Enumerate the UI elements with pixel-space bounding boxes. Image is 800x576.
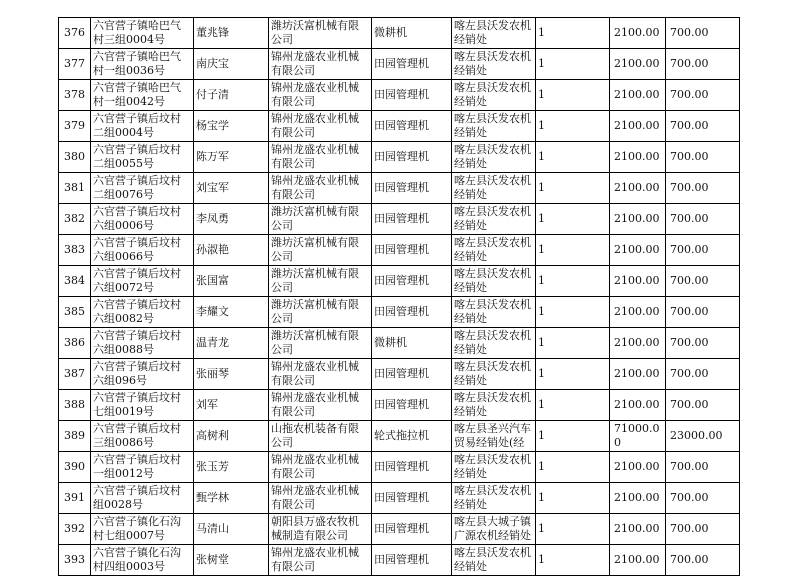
machine-type-cell: 田园管理机 [372, 390, 452, 421]
manufacturer-cell: 锦州龙盛农业机械有限公司 [269, 545, 372, 576]
dealer-cell: 喀左县沃发农机经销处 [452, 266, 536, 297]
subsidy-cell: 700.00 [666, 514, 740, 545]
row-number: 378 [59, 80, 91, 111]
table-row [59, 49, 740, 80]
table-row [59, 390, 740, 421]
address-cell: 六官营子镇后坟村六组0066号 [91, 235, 194, 266]
table-row [59, 80, 740, 111]
name-cell: 李凤勇 [194, 204, 269, 235]
quantity-cell: 1 [536, 173, 610, 204]
address-cell: 六官营子镇哈巴气村一组0042号 [91, 80, 194, 111]
subsidy-cell: 700.00 [666, 173, 740, 204]
row-number: 383 [59, 235, 91, 266]
table-row [59, 173, 740, 204]
table-row [59, 235, 740, 266]
quantity-cell: 1 [536, 359, 610, 390]
machine-type-cell: 田园管理机 [372, 483, 452, 514]
address-cell: 六官营子镇后坟村六组0088号 [91, 328, 194, 359]
machine-type-cell: 田园管理机 [372, 297, 452, 328]
row-number: 380 [59, 142, 91, 173]
price-cell: 2100.00 [610, 545, 666, 576]
dealer-cell: 喀左县沃发农机经销处 [452, 142, 536, 173]
dealer-cell: 喀左县沃发农机经销处 [452, 328, 536, 359]
address-cell: 六官营子镇化石沟村四组0003号 [91, 545, 194, 576]
dealer-cell: 喀左县沃发农机经销处 [452, 452, 536, 483]
row-number: 389 [59, 421, 91, 452]
address-cell: 六官营子镇哈巴气村一组0036号 [91, 49, 194, 80]
row-number: 393 [59, 545, 91, 576]
dealer-cell: 喀左县沃发农机经销处 [452, 390, 536, 421]
price-cell: 2100.00 [610, 235, 666, 266]
manufacturer-cell: 潍坊沃富机械有限公司 [269, 328, 372, 359]
address-cell: 六官营子镇后坟村组0028号 [91, 483, 194, 514]
subsidy-cell: 23000.00 [666, 421, 740, 452]
table-row [59, 297, 740, 328]
manufacturer-cell: 锦州龙盛农业机械有限公司 [269, 49, 372, 80]
dealer-cell: 喀左县沃发农机经销处 [452, 173, 536, 204]
dealer-cell: 喀左县沃发农机经销处 [452, 18, 536, 49]
name-cell: 马清山 [194, 514, 269, 545]
price-cell: 2100.00 [610, 483, 666, 514]
subsidy-cell: 700.00 [666, 452, 740, 483]
price-cell: 2100.00 [610, 514, 666, 545]
subsidy-cell: 700.00 [666, 18, 740, 49]
machine-type-cell: 田园管理机 [372, 80, 452, 111]
manufacturer-cell: 锦州龙盛农业机械有限公司 [269, 452, 372, 483]
subsidy-cell: 700.00 [666, 483, 740, 514]
name-cell: 付子清 [194, 80, 269, 111]
address-cell: 六官营子镇哈巴气村三组0004号 [91, 18, 194, 49]
quantity-cell: 1 [536, 545, 610, 576]
price-cell: 2100.00 [610, 452, 666, 483]
manufacturer-cell: 山拖农机装备有限公司 [269, 421, 372, 452]
price-cell: 2100.00 [610, 111, 666, 142]
machine-type-cell: 田园管理机 [372, 452, 452, 483]
table-row [59, 452, 740, 483]
manufacturer-cell: 锦州龙盛农业机械有限公司 [269, 173, 372, 204]
row-number: 377 [59, 49, 91, 80]
address-cell: 六官营子镇后坟村三组0086号 [91, 421, 194, 452]
name-cell: 张玉芳 [194, 452, 269, 483]
manufacturer-cell: 潍坊沃富机械有限公司 [269, 204, 372, 235]
manufacturer-cell: 朝阳县万盛农牧机械制造有限公司 [269, 514, 372, 545]
name-cell: 甄学林 [194, 483, 269, 514]
quantity-cell: 1 [536, 80, 610, 111]
table-row [59, 545, 740, 576]
machine-type-cell: 田园管理机 [372, 204, 452, 235]
machine-type-cell: 田园管理机 [372, 173, 452, 204]
table-body [59, 18, 740, 576]
quantity-cell: 1 [536, 111, 610, 142]
row-number: 386 [59, 328, 91, 359]
subsidy-cell: 700.00 [666, 359, 740, 390]
subsidy-cell: 700.00 [666, 328, 740, 359]
quantity-cell: 1 [536, 328, 610, 359]
quantity-cell: 1 [536, 297, 610, 328]
table-row [59, 18, 740, 49]
name-cell: 刘宝军 [194, 173, 269, 204]
table-row [59, 266, 740, 297]
address-cell: 六官营子镇后坟村六组0006号 [91, 204, 194, 235]
row-number: 391 [59, 483, 91, 514]
dealer-cell: 喀左县沃发农机经销处 [452, 80, 536, 111]
address-cell: 六官营子镇后坟村二组0004号 [91, 111, 194, 142]
manufacturer-cell: 潍坊沃富机械有限公司 [269, 297, 372, 328]
table-row [59, 111, 740, 142]
name-cell: 陈万军 [194, 142, 269, 173]
name-cell: 孙淑艳 [194, 235, 269, 266]
name-cell: 杨宝学 [194, 111, 269, 142]
manufacturer-cell: 锦州龙盛农业机械有限公司 [269, 390, 372, 421]
price-cell: 2100.00 [610, 173, 666, 204]
machine-type-cell: 轮式拖拉机 [372, 421, 452, 452]
price-cell: 2100.00 [610, 297, 666, 328]
address-cell: 六官营子镇后坟村七组0019号 [91, 390, 194, 421]
row-number: 385 [59, 297, 91, 328]
dealer-cell: 喀左县沃发农机经销处 [452, 204, 536, 235]
name-cell: 刘军 [194, 390, 269, 421]
name-cell: 李耀文 [194, 297, 269, 328]
price-cell: 71000.00 [610, 421, 666, 452]
quantity-cell: 1 [536, 421, 610, 452]
subsidy-cell: 700.00 [666, 297, 740, 328]
subsidy-cell: 700.00 [666, 142, 740, 173]
machine-type-cell: 田园管理机 [372, 359, 452, 390]
name-cell: 高树利 [194, 421, 269, 452]
price-cell: 2100.00 [610, 49, 666, 80]
name-cell: 张丽琴 [194, 359, 269, 390]
row-number: 392 [59, 514, 91, 545]
machine-type-cell: 田园管理机 [372, 142, 452, 173]
subsidy-cell: 700.00 [666, 204, 740, 235]
row-number: 376 [59, 18, 91, 49]
row-number: 387 [59, 359, 91, 390]
price-cell: 2100.00 [610, 390, 666, 421]
address-cell: 六官营子镇后坟村一组0012号 [91, 452, 194, 483]
quantity-cell: 1 [536, 204, 610, 235]
price-cell: 2100.00 [610, 142, 666, 173]
machine-type-cell: 田园管理机 [372, 111, 452, 142]
table-row [59, 204, 740, 235]
manufacturer-cell: 锦州龙盛农业机械有限公司 [269, 359, 372, 390]
dealer-cell: 喀左县沃发农机经销处 [452, 49, 536, 80]
table-row [59, 514, 740, 545]
manufacturer-cell: 锦州龙盛农业机械有限公司 [269, 111, 372, 142]
price-cell: 2100.00 [610, 328, 666, 359]
address-cell: 六官营子镇后坟村六组0072号 [91, 266, 194, 297]
machine-type-cell: 微耕机 [372, 18, 452, 49]
address-cell: 六官营子镇后坟村六组096号 [91, 359, 194, 390]
subsidy-cell: 700.00 [666, 545, 740, 576]
name-cell: 张国富 [194, 266, 269, 297]
manufacturer-cell: 锦州龙盛农业机械有限公司 [269, 142, 372, 173]
quantity-cell: 1 [536, 142, 610, 173]
manufacturer-cell: 锦州龙盛农业机械有限公司 [269, 80, 372, 111]
quantity-cell: 1 [536, 18, 610, 49]
price-cell: 2100.00 [610, 204, 666, 235]
name-cell: 温青龙 [194, 328, 269, 359]
price-cell: 2100.00 [610, 359, 666, 390]
dealer-cell: 喀左县沃发农机经销处 [452, 545, 536, 576]
dealer-cell: 喀左县圣兴汽车贸易经销处(经 [452, 421, 536, 452]
dealer-cell: 喀左县沃发农机经销处 [452, 297, 536, 328]
quantity-cell: 1 [536, 235, 610, 266]
machine-type-cell: 田园管理机 [372, 545, 452, 576]
table-row [59, 142, 740, 173]
address-cell: 六官营子镇后坟村六组0082号 [91, 297, 194, 328]
manufacturer-cell: 潍坊沃富机械有限公司 [269, 235, 372, 266]
dealer-cell: 喀左县沃发农机经销处 [452, 359, 536, 390]
quantity-cell: 1 [536, 483, 610, 514]
name-cell: 董兆锋 [194, 18, 269, 49]
machine-type-cell: 微耕机 [372, 328, 452, 359]
dealer-cell: 喀左县沃发农机经销处 [452, 111, 536, 142]
price-cell: 2100.00 [610, 266, 666, 297]
machine-type-cell: 田园管理机 [372, 514, 452, 545]
quantity-cell: 1 [536, 49, 610, 80]
name-cell: 南庆宝 [194, 49, 269, 80]
subsidy-cell: 700.00 [666, 266, 740, 297]
table-row [59, 359, 740, 390]
address-cell: 六官营子镇后坟村二组0076号 [91, 173, 194, 204]
quantity-cell: 1 [536, 514, 610, 545]
subsidy-table [58, 17, 740, 576]
price-cell: 2100.00 [610, 18, 666, 49]
price-cell: 2100.00 [610, 80, 666, 111]
table-row [59, 421, 740, 452]
row-number: 388 [59, 390, 91, 421]
manufacturer-cell: 锦州龙盛农业机械有限公司 [269, 483, 372, 514]
manufacturer-cell: 潍坊沃富机械有限公司 [269, 18, 372, 49]
subsidy-cell: 700.00 [666, 111, 740, 142]
dealer-cell: 喀左县沃发农机经销处 [452, 235, 536, 266]
quantity-cell: 1 [536, 266, 610, 297]
row-number: 379 [59, 111, 91, 142]
subsidy-cell: 700.00 [666, 49, 740, 80]
row-number: 381 [59, 173, 91, 204]
row-number: 390 [59, 452, 91, 483]
machine-type-cell: 田园管理机 [372, 49, 452, 80]
subsidy-cell: 700.00 [666, 80, 740, 111]
quantity-cell: 1 [536, 452, 610, 483]
name-cell: 张树堂 [194, 545, 269, 576]
table-row [59, 328, 740, 359]
subsidy-cell: 700.00 [666, 390, 740, 421]
address-cell: 六官营子镇后坟村二组0055号 [91, 142, 194, 173]
subsidy-cell: 700.00 [666, 235, 740, 266]
quantity-cell: 1 [536, 390, 610, 421]
dealer-cell: 喀左县沃发农机经销处 [452, 483, 536, 514]
machine-type-cell: 田园管理机 [372, 266, 452, 297]
manufacturer-cell: 潍坊沃富机械有限公司 [269, 266, 372, 297]
machine-type-cell: 田园管理机 [372, 235, 452, 266]
dealer-cell: 喀左县大城子镇广源农机经销处 [452, 514, 536, 545]
address-cell: 六官营子镇化石沟村七组0007号 [91, 514, 194, 545]
row-number: 384 [59, 266, 91, 297]
table-row [59, 483, 740, 514]
row-number: 382 [59, 204, 91, 235]
